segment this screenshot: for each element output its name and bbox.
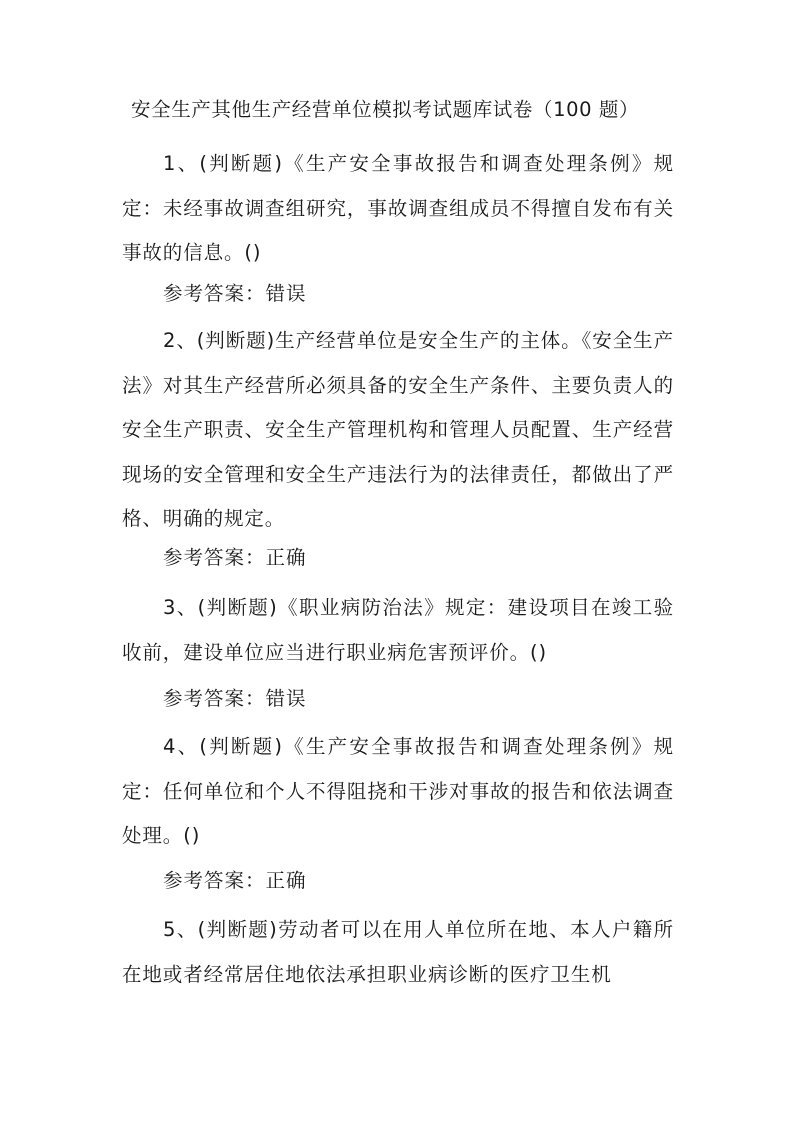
document-title: 安全生产其他生产经营单位模拟考试题库试卷（100 题）: [131, 98, 640, 121]
question-4: 4、(判断题)《生产安全事故报告和调查处理条例》规定：任何单位和个人不得阻挠和干涉对事故的报告和依法调查处理。(): [122, 735, 674, 847]
question-2: 2、(判断题)生产经营单位是安全生产的主体。《安全生产法》对其生产经营所必须具备的安全生产条件、主要负责人的安全生产职责、安全生产管理机构和管理人员配置、生产经营现场的安全管理和安全生产违法行为的法律责任，都做出了严格、明确的规定。: [122, 329, 674, 530]
question-5: 5、(判断题)劳动者可以在用人单位所在地、本人户籍所在地或者经常居住地依法承担职业病诊断的医疗卫生机: [122, 918, 674, 986]
answer-3: 参考答案：错误: [163, 687, 307, 710]
question-1: 1、(判断题)《生产安全事故报告和调查处理条例》规定：未经事故调查组研究，事故调查组成员不得擅自发布有关事故的信息。(): [122, 152, 674, 264]
answer-4: 参考答案：正确: [163, 869, 307, 892]
answer-2: 参考答案：正确: [163, 546, 307, 569]
question-3: 3、(判断题)《职业病防治法》规定：建设项目在竣工验收前，建设单位应当进行职业病危害预评价。(): [122, 596, 674, 664]
answer-1: 参考答案：错误: [163, 282, 307, 305]
